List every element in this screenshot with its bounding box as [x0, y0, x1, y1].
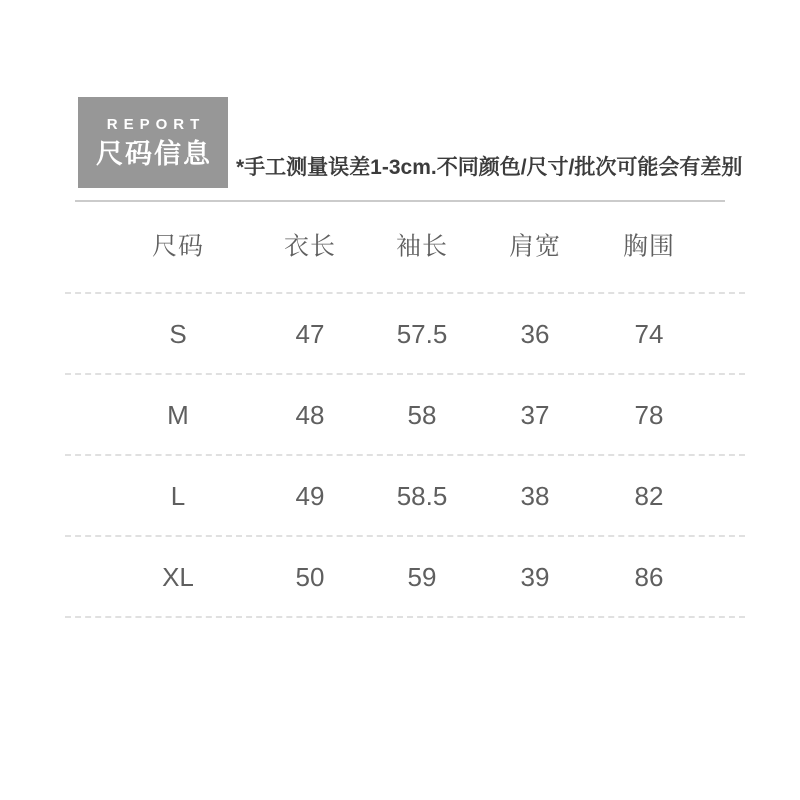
size-label: M	[167, 399, 189, 430]
size-label: L	[170, 480, 186, 511]
table-row-m	[65, 375, 745, 456]
shoulder-value: 36	[520, 318, 550, 349]
column-header-shoulder: 肩宽	[508, 232, 562, 261]
table-row-xl	[65, 537, 745, 618]
length-value: 48	[295, 399, 325, 430]
length-value: 49	[295, 480, 325, 511]
badge-eyebrow-text: REPORT	[106, 116, 206, 133]
length-value: 50	[295, 561, 325, 592]
table-row-l	[65, 456, 745, 537]
shoulder-value: 39	[520, 561, 550, 592]
size-label: XL	[162, 561, 194, 592]
column-header-bust: 胸围	[622, 232, 676, 261]
bust-value: 86	[634, 561, 664, 592]
length-value: 47	[295, 318, 325, 349]
sleeve-value: 57.5	[396, 318, 448, 349]
column-header-size: 尺码	[151, 232, 205, 261]
sleeve-value: 59	[407, 561, 437, 592]
column-header-sleeve: 袖长	[395, 232, 449, 261]
table-row-s	[65, 294, 745, 375]
shoulder-value: 37	[520, 399, 550, 430]
measurement-disclaimer: *手工测量误差1-3cm.不同颜色/尺寸/批次可能会有差别	[236, 156, 743, 179]
shoulder-value: 38	[520, 480, 550, 511]
bust-value: 78	[634, 399, 664, 430]
bust-value: 82	[634, 480, 664, 511]
section-badge	[78, 97, 228, 188]
table-header-row	[65, 202, 745, 294]
size-table	[65, 202, 745, 618]
column-header-length: 衣长	[283, 232, 337, 261]
sleeve-value: 58.5	[396, 480, 448, 511]
sleeve-value: 58	[407, 399, 437, 430]
bust-value: 74	[634, 318, 664, 349]
size-label: S	[169, 318, 187, 349]
badge-title-text: 尺码信息	[96, 139, 212, 169]
